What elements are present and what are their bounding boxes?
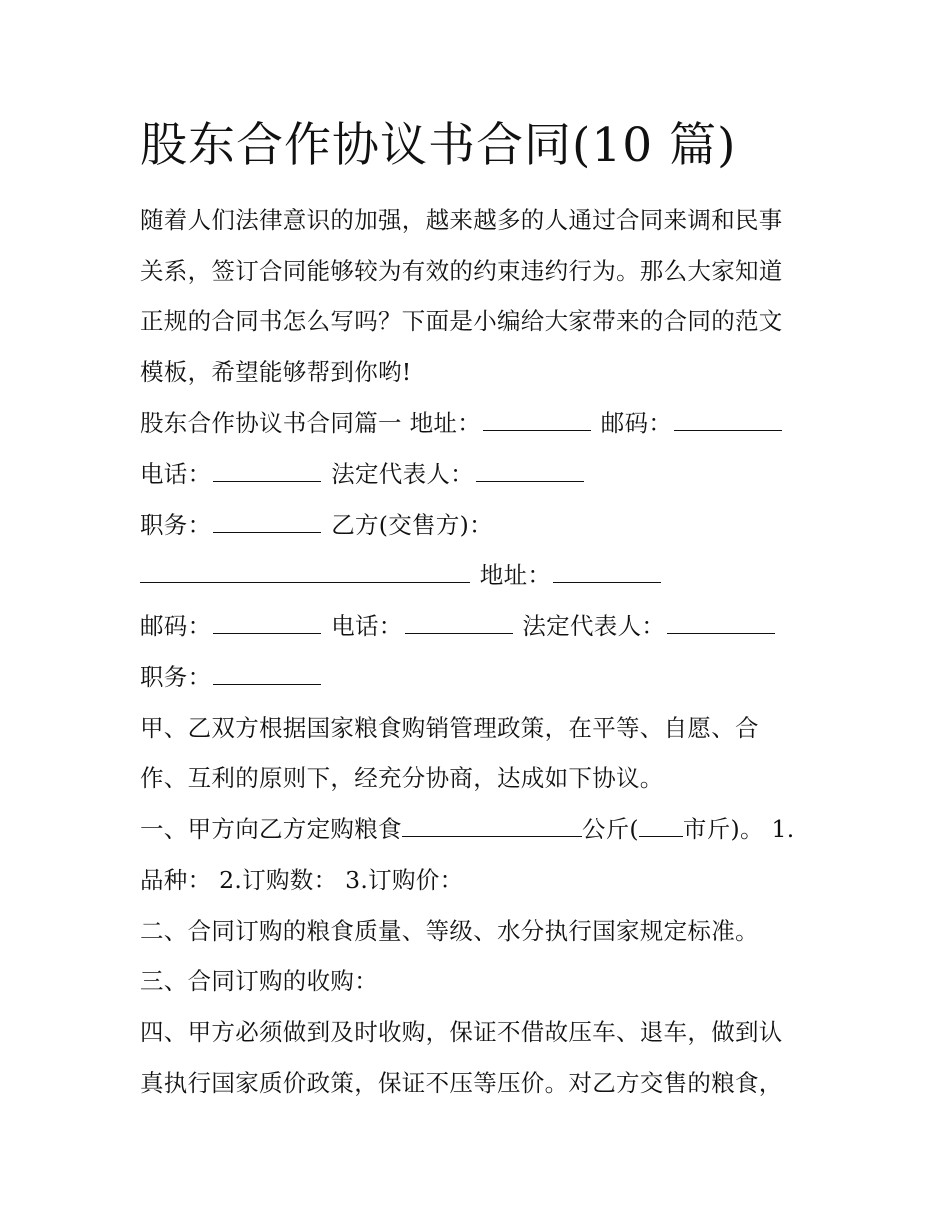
form-line-3 — [140, 508, 830, 542]
document-title: 股东合作协议书合同(10 篇) — [140, 118, 737, 173]
intro-line-1: 随着人们法律意识的加强，越来越多的人通过合同来调和民事 — [140, 206, 783, 234]
phone-blank — [213, 459, 321, 482]
address-label-b: 地址： — [479, 561, 552, 589]
preamble-line-2: 作、互利的原则下，经充分协商，达成如下协议。 — [140, 764, 664, 792]
section-heading: 股东合作协议书合同篇一 — [140, 409, 402, 437]
quantity-kg-blank — [402, 814, 582, 837]
postcode-blank-b — [213, 611, 321, 634]
clause-2: 二、合同订购的粮食质量、等级、水分执行国家规定标准。 — [140, 917, 759, 945]
clause-1-mid: 公斤( — [581, 815, 639, 843]
position-label-b: 职务： — [140, 663, 212, 691]
address-label: 地址： — [409, 409, 481, 437]
address-blank — [483, 408, 591, 431]
position-label: 职务： — [140, 511, 212, 539]
quantity-jin-blank — [639, 814, 683, 837]
party-b-name-blank — [140, 560, 470, 583]
form-line-4 — [140, 558, 830, 592]
postcode-blank — [674, 408, 782, 431]
form-line-1 — [140, 406, 830, 440]
form-line-6 — [140, 660, 830, 694]
clause-4-line-2: 真执行国家质价政策，保证不压等压价。对乙方交售的粮食， — [140, 1069, 783, 1097]
intro-line-3: 正规的合同书怎么写吗？下面是小编给大家带来的合同的范文 — [140, 307, 783, 335]
clause-1-prefix: 一、甲方向乙方定购粮食 — [140, 815, 402, 843]
party-b-label: 乙方(交售方)： — [331, 511, 493, 539]
clause-1-items: 品种： 2.订购数： 3.订购价： — [140, 866, 464, 894]
address-blank-b — [553, 560, 661, 583]
legal-rep-blank-b — [667, 611, 775, 634]
form-line-2 — [140, 457, 830, 491]
legal-rep-label: 法定代表人： — [331, 460, 474, 488]
position-blank — [213, 510, 321, 533]
clause-1-line — [140, 812, 830, 846]
postcode-label: 邮码： — [600, 409, 673, 437]
intro-line-2: 关系，签订合同能够较为有效的约束违约行为。那么大家知道 — [140, 257, 783, 285]
preamble-line-1: 甲、乙双方根据国家粮食购销管理政策，在平等、自愿、合 — [140, 714, 759, 742]
position-blank-b — [213, 662, 321, 685]
form-line-5 — [140, 609, 830, 643]
intro-line-4: 模板，希望能够帮到你哟! — [140, 358, 412, 386]
legal-rep-label-b: 法定代表人： — [522, 612, 666, 640]
clause-4-line-1: 四、甲方必须做到及时收购，保证不借故压车、退车，做到认 — [140, 1018, 783, 1046]
clause-3: 三、合同订购的收购： — [140, 967, 378, 995]
clause-1-suffix: 市斤)。 1. — [682, 815, 795, 843]
phone-blank-b — [405, 611, 513, 634]
phone-label-b: 电话： — [331, 612, 403, 640]
postcode-label-b: 邮码： — [140, 612, 212, 640]
phone-label: 电话： — [140, 460, 212, 488]
legal-rep-blank — [476, 459, 584, 482]
